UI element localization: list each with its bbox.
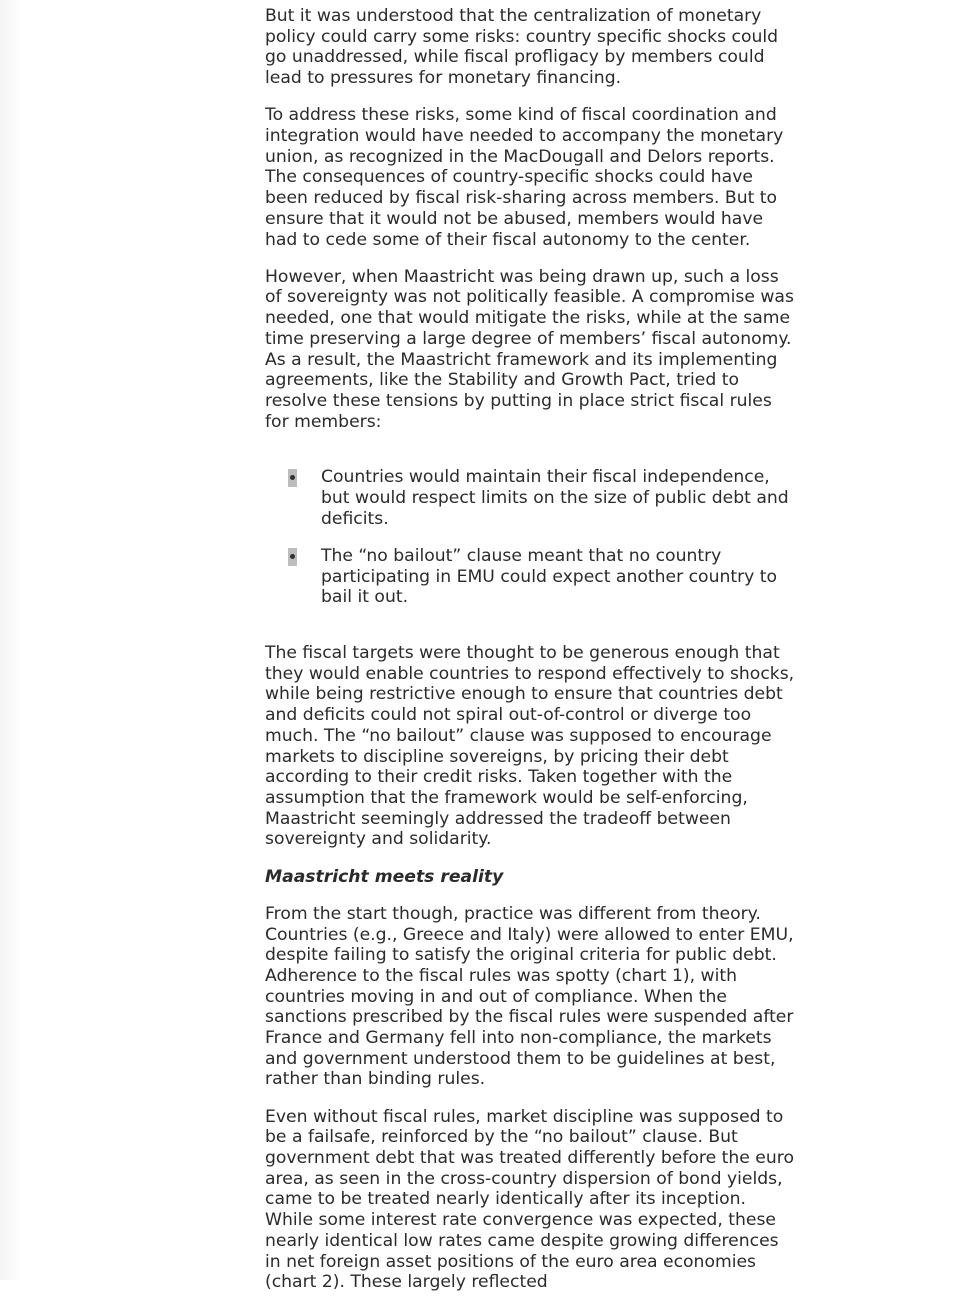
paragraph-fiscal-coordination: To address these risks, some kind of fiscal coordination and integration would have needed to accompany the monetary union, as recognized in the MacDougall and Delors reports. The consequences of country-specific shocks could have been reduced by fiscal risk-sharing across members. But to ensure that it would not be abused, members would have had to cede some of their fiscal autonomy to the center. xyxy=(265,105,784,250)
paragraph-market-discipline: Even without fiscal rules, market discipline was supposed to be a failsafe, reinforced by the “no bailout” clause. But government debt that was treated differently before the euro area, as seen in the cross-country dispersion of bond yields, came to be treated nearly identically after its inception. While some interest rate convergence was expected, these nearly identical low rates came despite growing differences in net foreign asset positions of the euro area economies (chart 2). These largely reflected xyxy=(265,1106,794,1293)
paragraph-monetary-risks: But it was understood that the centralization of monetary policy could carry some risks: country specific shocks could go unaddressed, while fiscal profligacy by members could lead to pressures for monetary financing. xyxy=(265,6,779,89)
paragraph-practice-vs-theory: From the start though, practice was different from theory. Countries (e.g., Greece and Italy) were allowed to enter EMU, despite failing to satisfy the original criteria for public debt. Adherence to the fiscal rules was spotty (chart 1), with countries moving in and out of compliance. When the sanctions prescribed by the fiscal rules were suspended after France and Germany fell into non-compliance, the markets and government understood them to be guidelines at best, rather than binding rules. xyxy=(265,903,794,1090)
bullet-icon xyxy=(288,469,297,487)
bullet-icon xyxy=(288,548,297,566)
list-item xyxy=(265,467,795,529)
paragraph-fiscal-targets: The fiscal targets were thought to be generous enough that they would enable countries to respond effectively to shocks, while being restrictive enough to ensure that countries debt and deficits could not spiral out-of-control or diverge too much. The “no bailout” clause was supposed to encourage markets to discipline sovereigns, by pricing their debt according to their credit risks. Taken together with the assumption that the framework would be self-enforcing, Maastricht seemingly addressed the tradeoff between sovereignty and solidarity. xyxy=(265,643,795,850)
page-edge-shadow xyxy=(0,0,22,1280)
list-item-text: Countries would maintain their fiscal independence, but would respect limits on the size of public debt and deficits. xyxy=(321,467,789,529)
document-page xyxy=(265,6,795,1309)
paragraph-maastricht-compromise: However, when Maastricht was being drawn up, such a loss of sovereignty was not politically feasible. A compromise was needed, one that would mitigate the risks, while at the same time preserving a large degree of members’ fiscal autonomy. As a result, the Maastricht framework and its implementing agreements, like the Stability and Growth Pact, tried to resolve these tensions by putting in place strict fiscal rules for members: xyxy=(265,266,794,432)
section-heading: Maastricht meets reality xyxy=(265,866,504,887)
list-item-text: The “no bailout” clause meant that no country participating in EMU could expect another country to bail it out. xyxy=(321,545,778,608)
fiscal-rules-list xyxy=(265,467,795,608)
list-item xyxy=(265,546,795,608)
